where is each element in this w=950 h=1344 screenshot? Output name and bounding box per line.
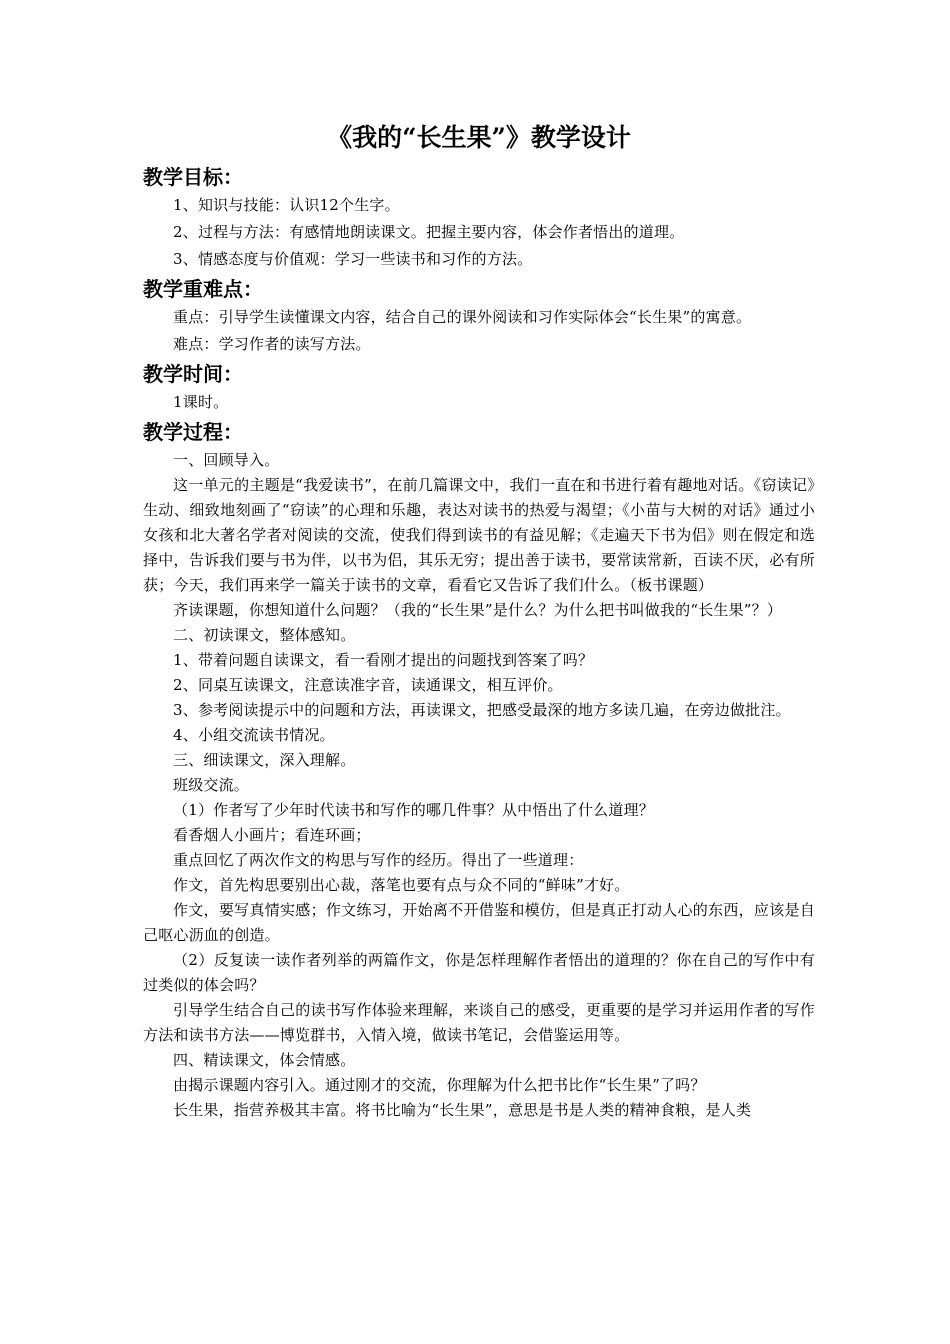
section-heading-key-points: 教学重难点： <box>143 277 263 301</box>
process-paragraph: 班级交流。 <box>173 776 250 794</box>
section-heading-objectives: 教学目标： <box>143 165 243 189</box>
process-paragraph: 齐读课题，你想知道什么问题？（我的“长生果”是什么？为什么把书叫做我的“长生果”？） <box>173 601 783 619</box>
process-paragraph: 2、同桌互读课文，注意读准字音，读通课文，相互评价。 <box>173 676 563 694</box>
process-paragraph: 作文，要写真情实感；作文练习，开始离不开借鉴和模仿，但是真正打动人心的东西，应该是自己呕心沥血的创造。 <box>143 901 815 944</box>
process-paragraph: 这一单元的主题是“我爱读书”，在前几篇课文中，我们一直在和书进行着有趣地对话。《窃读记》生动、细致地刻画了“窃读”的心理和乐趣，表达对读书的热爱与渴望；《小苗与大树的对话》通过小女孩和北大著名学者对阅读的交流，使我们得到读书的有益见解；《走遍天下书为侣》则在假定和选择中，告诉我们要与书为伴，以书为侣，其乐无穷；提出善于读书，要常读常新，百读不厌，必有所获；今天，我们再来学一篇关于读书的文章，看看它又告诉了我们什么。（板书课题） <box>143 476 815 594</box>
process-paragraph: 引导学生结合自己的读书写作体验来理解，来谈自己的感受，更重要的是学习并运用作者的写作方法和读书方法——博览群书，入情入境，做读书笔记，会借鉴运用等。 <box>143 1001 815 1044</box>
document-title: 《我的“长生果”》教学设计 <box>327 123 631 152</box>
process-paragraph: 作文，首先构思要别出心裁，落笔也要有点与众不同的“鲜味”才好。 <box>173 876 630 894</box>
process-paragraph: 长生果，指营养极其丰富。将书比喻为“长生果”，意思是书是人类的精神食粮，是人类 <box>173 1101 752 1119</box>
process-paragraph: 1、带着问题自读课文，看一看刚才提出的问题找到答案了吗？ <box>173 651 594 669</box>
process-paragraph: （1）作者写了少年时代读书和写作的哪几件事？从中悟出了什么道理？ <box>173 801 654 819</box>
process-step-close-read: 三、细读课文，深入理解。 <box>173 751 356 769</box>
process-paragraph: （2）反复读一读作者列举的两篇作文，你是怎样理解作者悟出的道理的？你在自己的写作中有过类似的体会吗？ <box>143 951 815 994</box>
process-step-review: 一、回顾导入。 <box>173 451 280 469</box>
objective-knowledge: 1、知识与技能：认识12个生字。 <box>173 196 400 214</box>
section-heading-time: 教学时间： <box>143 362 243 386</box>
section-heading-process: 教学过程： <box>143 420 243 444</box>
objective-attitude: 3、情感态度与价值观：学习一些读书和习作的方法。 <box>173 250 533 268</box>
process-step-intensive-read: 四、精读课文，体会情感。 <box>173 1051 356 1069</box>
difficult-point: 难点：学习作者的读写方法。 <box>173 335 371 353</box>
teaching-time: 1课时。 <box>173 393 229 411</box>
process-paragraph: 3、参考阅读提示中的问题和方法，再读课文，把感受最深的地方多读几遍，在旁边做批注。 <box>173 701 791 719</box>
key-point: 重点：引导学生读懂课文内容，结合自己的课外阅读和习作实际体会“长生果”的寓意。 <box>173 308 752 326</box>
process-paragraph: 重点回忆了两次作文的构思与写作的经历。得出了一些道理： <box>173 851 584 869</box>
document-body <box>143 118 815 1123</box>
process-paragraph: 看香烟人小画片；看连环画； <box>173 826 371 844</box>
process-paragraph: 4、小组交流读书情况。 <box>173 726 335 744</box>
objective-process: 2、过程与方法：有感情地朗读课文。把握主要内容，体会作者悟出的道理。 <box>173 223 685 241</box>
process-paragraph: 由揭示课题内容引入。通过刚才的交流，你理解为什么把书比作“长生果”了吗？ <box>173 1076 706 1094</box>
process-step-first-read: 二、初读课文，整体感知。 <box>173 626 356 644</box>
